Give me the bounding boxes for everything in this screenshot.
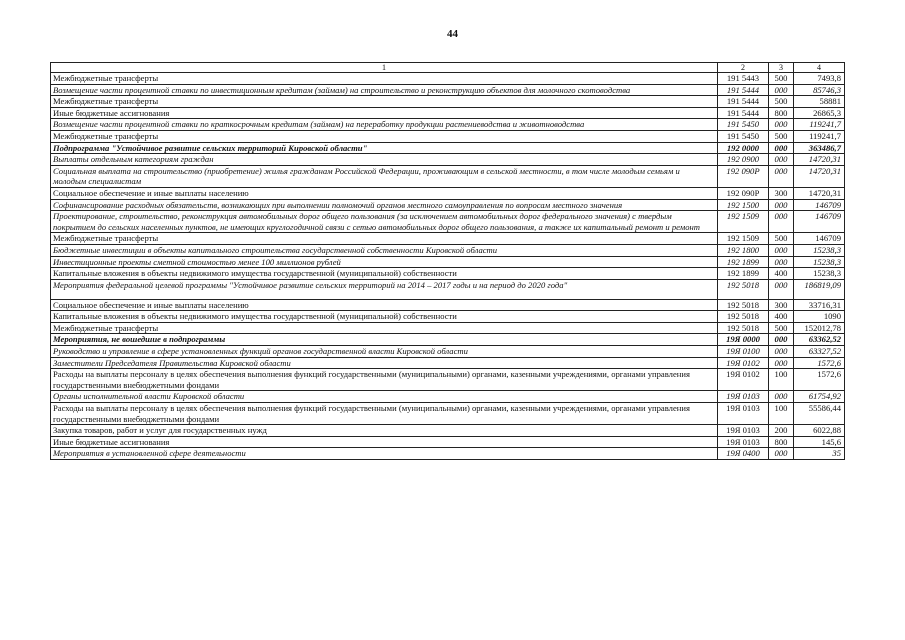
- table-row: [51, 142, 845, 154]
- cell-value: 1572,6: [794, 357, 845, 369]
- cell-type: 000: [769, 165, 794, 187]
- cell-type: 000: [769, 357, 794, 369]
- cell-code: 19Я 0103: [718, 425, 769, 437]
- cell-type: 000: [769, 334, 794, 346]
- table-row: [51, 154, 845, 166]
- cell-type: 000: [769, 244, 794, 256]
- cell-code: 19Я 0103: [718, 403, 769, 425]
- cell-value: 15238,3: [794, 256, 845, 268]
- cell-code: 191 5450: [718, 130, 769, 142]
- cell-value: 58881: [794, 96, 845, 108]
- cell-value: 363486,7: [794, 142, 845, 154]
- cell-name: Мероприятия, не вошедшие в подпрограммы: [51, 334, 718, 346]
- table-row: [51, 436, 845, 448]
- cell-value: 26865,3: [794, 107, 845, 119]
- cell-value: 119241,7: [794, 130, 845, 142]
- cell-type: 400: [769, 268, 794, 280]
- cell-value: 61754,92: [794, 391, 845, 403]
- cell-type: 100: [769, 403, 794, 425]
- cell-value: 55586,44: [794, 403, 845, 425]
- cell-type: 800: [769, 107, 794, 119]
- cell-name: Межбюджетные трансферты: [51, 130, 718, 142]
- cell-name: Расходы на выплаты персоналу в целях обеспечения выполнения функций государственными (муниципальными) органами, казенными учреждениями, органами управления государственными внебюджетными фондами: [51, 369, 718, 391]
- cell-code: 19Я 0000: [718, 334, 769, 346]
- cell-code: 191 5444: [718, 84, 769, 96]
- cell-code: 19Я 0103: [718, 436, 769, 448]
- table-row: [51, 279, 845, 299]
- cell-code: 192 0900: [718, 154, 769, 166]
- cell-name: Капитальные вложения в объекты недвижимого имущества государственной (муниципальной) собственности: [51, 311, 718, 323]
- header-col-4: 4: [794, 63, 845, 73]
- table-row: [51, 425, 845, 437]
- table-row: [51, 448, 845, 460]
- cell-value: 33716,31: [794, 299, 845, 311]
- cell-value: 7493,8: [794, 73, 845, 85]
- table-body: [51, 73, 845, 460]
- cell-type: 000: [769, 448, 794, 460]
- cell-code: 191 5444: [718, 107, 769, 119]
- table-row: [51, 311, 845, 323]
- cell-name: Возмещение части процентной ставки по краткосрочным кредитам (займам) на переработку продукции растениеводства и животноводства: [51, 119, 718, 131]
- cell-type: 300: [769, 187, 794, 199]
- cell-type: 500: [769, 73, 794, 85]
- cell-code: 192 1500: [718, 199, 769, 211]
- cell-code: 192 5018: [718, 299, 769, 311]
- table-row: [51, 322, 845, 334]
- cell-type: 000: [769, 391, 794, 403]
- cell-code: 19Я 0100: [718, 346, 769, 358]
- header-col-3: 3: [769, 63, 794, 73]
- cell-code: 19Я 0400: [718, 448, 769, 460]
- cell-code: 191 5444: [718, 96, 769, 108]
- cell-type: 400: [769, 311, 794, 323]
- cell-code: 192 090Р: [718, 165, 769, 187]
- cell-code: 192 5018: [718, 279, 769, 299]
- cell-code: 192 5018: [718, 322, 769, 334]
- header-col-1: 1: [51, 63, 718, 73]
- table-row: [51, 187, 845, 199]
- table-row: [51, 334, 845, 346]
- cell-value: 146709: [794, 233, 845, 245]
- cell-name: Проектирование, строительство, реконструкция автомобильных дорог общего пользования (за исключением автомобильных дорог федерального значения) с твердым покрытием до сельских населенных пунктов, не имеющих круглогодичной связи с сетью автомобильных дорог общего пользования, а также их капитальный ремонт и ремонт: [51, 211, 718, 233]
- cell-value: 1572,6: [794, 369, 845, 391]
- cell-type: 100: [769, 369, 794, 391]
- cell-code: 192 5018: [718, 311, 769, 323]
- cell-code: 192 1509: [718, 233, 769, 245]
- table-row: [51, 268, 845, 280]
- table-row: [51, 96, 845, 108]
- table-row: [51, 244, 845, 256]
- cell-code: 192 1800: [718, 244, 769, 256]
- cell-name: Социальное обеспечение и иные выплаты населению: [51, 187, 718, 199]
- cell-name: Руководство и управление в сфере установленных функций органов государственной власти Кировской области: [51, 346, 718, 358]
- cell-value: 63362,52: [794, 334, 845, 346]
- table-row: [51, 199, 845, 211]
- cell-name: Иные бюджетные ассигнования: [51, 107, 718, 119]
- cell-name: Органы исполнительной власти Кировской области: [51, 391, 718, 403]
- cell-name: Межбюджетные трансферты: [51, 233, 718, 245]
- cell-type: 500: [769, 130, 794, 142]
- cell-type: 200: [769, 425, 794, 437]
- cell-name: Межбюджетные трансферты: [51, 322, 718, 334]
- cell-code: 19Я 0102: [718, 369, 769, 391]
- cell-code: 192 1509: [718, 211, 769, 233]
- table-row: [51, 369, 845, 391]
- cell-value: 6022,88: [794, 425, 845, 437]
- table-row: [51, 299, 845, 311]
- header-col-2: 2: [718, 63, 769, 73]
- cell-name: Инвестиционные проекты сметной стоимостью менее 100 миллионов рублей: [51, 256, 718, 268]
- cell-code: 191 5450: [718, 119, 769, 131]
- cell-code: 19Я 0103: [718, 391, 769, 403]
- cell-code: 191 5443: [718, 73, 769, 85]
- cell-value: 63327,52: [794, 346, 845, 358]
- cell-value: 14720,31: [794, 154, 845, 166]
- cell-value: 15238,3: [794, 244, 845, 256]
- budget-table: [50, 62, 845, 460]
- cell-value: 146709: [794, 211, 845, 233]
- cell-type: 000: [769, 119, 794, 131]
- cell-name: Капитальные вложения в объекты недвижимого имущества государственной (муниципальной) собственности: [51, 268, 718, 280]
- table-row: [51, 84, 845, 96]
- cell-value: 15238,3: [794, 268, 845, 280]
- table-row: [51, 165, 845, 187]
- table-row: [51, 130, 845, 142]
- cell-name: Иные бюджетные ассигнования: [51, 436, 718, 448]
- cell-value: 14720,31: [794, 165, 845, 187]
- cell-value: 35: [794, 448, 845, 460]
- cell-value: 1090: [794, 311, 845, 323]
- table-row: [51, 256, 845, 268]
- table-row: [51, 211, 845, 233]
- cell-type: 000: [769, 154, 794, 166]
- cell-type: 000: [769, 142, 794, 154]
- cell-type: 000: [769, 256, 794, 268]
- cell-type: 000: [769, 211, 794, 233]
- table-row: [51, 233, 845, 245]
- cell-name: Закупка товаров, работ и услуг для государственных нужд: [51, 425, 718, 437]
- table-row: [51, 403, 845, 425]
- cell-value: 152012,78: [794, 322, 845, 334]
- cell-value: 145,6: [794, 436, 845, 448]
- cell-type: 000: [769, 84, 794, 96]
- cell-name: Межбюджетные трансферты: [51, 73, 718, 85]
- cell-name: Мероприятия в установленной сфере деятельности: [51, 448, 718, 460]
- table-row: [51, 107, 845, 119]
- cell-name: Софинансирование расходных обязательств, возникающих при выполнении полномочий органов местного самоуправления по вопросам местного значения: [51, 199, 718, 211]
- table-row: [51, 73, 845, 85]
- cell-type: 000: [769, 279, 794, 299]
- table-row: [51, 357, 845, 369]
- cell-type: 500: [769, 96, 794, 108]
- cell-type: 000: [769, 346, 794, 358]
- cell-code: 192 1899: [718, 256, 769, 268]
- cell-type: 300: [769, 299, 794, 311]
- cell-value: 119241,7: [794, 119, 845, 131]
- cell-type: 800: [769, 436, 794, 448]
- table-row: [51, 119, 845, 131]
- page-number: 44: [447, 28, 458, 40]
- cell-code: 19Я 0102: [718, 357, 769, 369]
- cell-value: 85746,3: [794, 84, 845, 96]
- table-header-row: [51, 63, 845, 73]
- cell-name: Заместители Председателя Правительства Кировской области: [51, 357, 718, 369]
- cell-value: 186819,09: [794, 279, 845, 299]
- cell-name: Мероприятия федеральной целевой программы "Устойчивое развитие сельских территорий на 2014 – 2017 годы и на период до 2020 года": [51, 279, 718, 299]
- cell-code: 192 090Р: [718, 187, 769, 199]
- cell-name: Возмещение части процентной ставки по инвестиционным кредитам (займам) на строительство и реконструкцию объектов для молочного скотоводства: [51, 84, 718, 96]
- cell-name: Социальная выплата на строительство (приобретение) жилья гражданам Российской Федерации, проживающим в сельской местности, в том числе молодым семьям и молодым специалистам: [51, 165, 718, 187]
- cell-name: Расходы на выплаты персоналу в целях обеспечения выполнения функций государственными (муниципальными) органами, казенными учреждениями, органами управления государственными внебюджетными фондами: [51, 403, 718, 425]
- cell-type: 500: [769, 233, 794, 245]
- cell-name: Бюджетные инвестиции в объекты капитального строительства государственной собственности Кировской области: [51, 244, 718, 256]
- table-row: [51, 346, 845, 358]
- cell-value: 14720,31: [794, 187, 845, 199]
- cell-type: 000: [769, 199, 794, 211]
- cell-code: 192 1899: [718, 268, 769, 280]
- cell-type: 500: [769, 322, 794, 334]
- cell-value: 146709: [794, 199, 845, 211]
- cell-name: Социальное обеспечение и иные выплаты населению: [51, 299, 718, 311]
- cell-name: Подпрограмма "Устойчивое развитие сельских территорий Кировской области": [51, 142, 718, 154]
- table-row: [51, 391, 845, 403]
- cell-name: Выплаты отдельным категориям граждан: [51, 154, 718, 166]
- cell-code: 192 0000: [718, 142, 769, 154]
- cell-name: Межбюджетные трансферты: [51, 96, 718, 108]
